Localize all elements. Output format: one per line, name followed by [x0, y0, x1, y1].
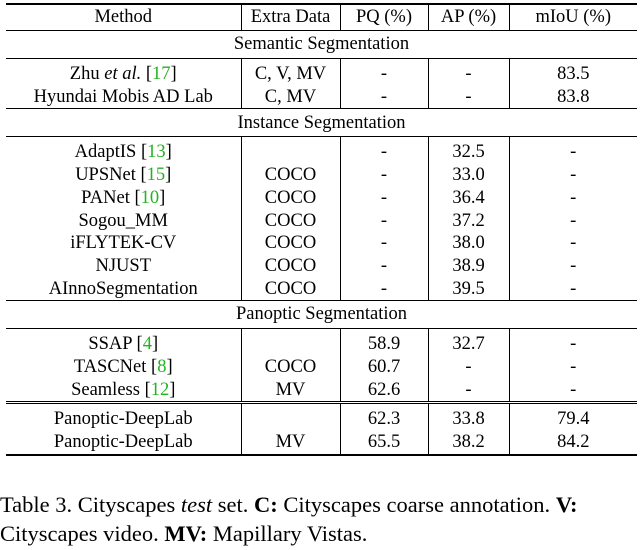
- table-row: [6, 356, 637, 379]
- header-ap: AP (%): [428, 4, 509, 31]
- method-cell: Panoptic-DeepLab: [6, 431, 241, 455]
- ap-cell: -: [428, 86, 509, 109]
- miou-cell: -: [509, 137, 637, 164]
- extra-data-cell: COCO: [241, 209, 340, 232]
- method-cell: UPSNet [15]: [6, 164, 241, 187]
- miou-cell: -: [570, 356, 577, 377]
- miou-cell: -: [570, 278, 577, 299]
- table-row: [6, 86, 637, 109]
- ap-cell: 32.5: [428, 137, 509, 164]
- ap-cell: 38.9: [428, 255, 509, 278]
- header-row: [6, 4, 637, 31]
- citation-link[interactable]: 17: [152, 64, 171, 85]
- section-header-panoptic: [6, 301, 637, 329]
- ap-cell: -: [428, 59, 509, 86]
- citation-link[interactable]: 12: [150, 379, 170, 400]
- miou-cell: -: [570, 210, 577, 231]
- extra-data-cell: C, V, MV: [241, 59, 340, 86]
- table-caption: Table 3. Cityscapes test set. C: Cityscapes coarse annotation. V: Cityscapes video. MV: Mapillary Vistas.: [0, 492, 578, 546]
- ap-cell: 36.4: [428, 187, 509, 210]
- method-cell: iFLYTEK-CV: [6, 232, 241, 255]
- extra-data-cell: C, MV: [241, 86, 340, 109]
- table-row: [6, 232, 637, 255]
- pq-cell: 58.9: [340, 329, 428, 356]
- section-title: Panoptic Segmentation: [6, 301, 637, 329]
- method-cell: SSAP [4]: [6, 329, 241, 356]
- extra-data-cell: [241, 137, 340, 164]
- table-row: [6, 431, 637, 455]
- method-cell: Panoptic-DeepLab: [6, 403, 241, 431]
- ap-cell: 37.2: [428, 209, 509, 232]
- extra-data-cell: [241, 329, 340, 356]
- miou-cell: 84.2: [509, 431, 637, 455]
- table-row: [6, 278, 637, 301]
- section-header-instance: [6, 109, 637, 137]
- method-cell: NJUST: [6, 255, 241, 278]
- pq-cell: -: [340, 232, 428, 255]
- results-table: [6, 3, 637, 456]
- table-row: [6, 59, 637, 86]
- citation-link[interactable]: 10: [140, 187, 160, 208]
- table-row: [6, 379, 637, 403]
- pq-cell: 62.3: [340, 403, 428, 431]
- header-method: Method: [6, 4, 241, 31]
- miou-cell: 83.8: [557, 86, 590, 107]
- miou-cell: -: [570, 187, 577, 208]
- caption-label: Table 3.: [0, 492, 73, 517]
- extra-data-cell: COCO: [241, 278, 340, 301]
- extra-data-cell: COCO: [241, 356, 340, 379]
- method-cell: AInnoSegmentation: [6, 278, 241, 301]
- table-row: [6, 137, 637, 164]
- pq-cell: -: [340, 86, 428, 109]
- header-miou: mIoU (%): [509, 4, 637, 31]
- miou-cell: -: [570, 165, 577, 186]
- extra-data-cell: MV: [241, 379, 340, 403]
- extra-data-cell: COCO: [241, 232, 340, 255]
- method-cell: AdaptIS [13]: [6, 137, 241, 164]
- extra-data-cell: MV: [241, 431, 340, 455]
- method-cell: Seamless [12]: [6, 379, 241, 403]
- table-row: [6, 255, 637, 278]
- miou-cell: -: [570, 379, 577, 400]
- table-row: [6, 164, 637, 187]
- pq-cell: -: [340, 255, 428, 278]
- ap-cell: 38.2: [428, 431, 509, 455]
- method-cell: Sogou_MM: [6, 209, 241, 232]
- miou-cell: -: [570, 255, 577, 276]
- miou-cell: -: [570, 233, 577, 254]
- miou-cell: 79.4: [509, 403, 637, 431]
- ap-cell: 38.0: [428, 232, 509, 255]
- pq-cell: -: [340, 137, 428, 164]
- table-row: [6, 329, 637, 356]
- ap-cell: 32.7: [428, 329, 509, 356]
- pq-cell: -: [340, 209, 428, 232]
- table-row: [6, 187, 637, 210]
- method-cell: Zhu et al. [17]: [6, 59, 241, 86]
- method-cell: TASCNet [8]: [6, 356, 241, 379]
- section-title: Instance Segmentation: [6, 109, 637, 137]
- pq-cell: -: [340, 187, 428, 210]
- method-cell: PANet [10]: [6, 187, 241, 210]
- section-header-semantic: [6, 31, 637, 59]
- ap-cell: 39.5: [428, 278, 509, 301]
- ap-cell: -: [428, 356, 509, 379]
- ap-cell: -: [428, 379, 509, 403]
- method-cell: Hyundai Mobis AD Lab: [6, 86, 241, 109]
- pq-cell: -: [340, 164, 428, 187]
- miou-cell: 83.5: [509, 59, 637, 86]
- table-row: [6, 209, 637, 232]
- pq-cell: -: [340, 278, 428, 301]
- pq-cell: 60.7: [340, 356, 428, 379]
- extra-data-cell: COCO: [241, 187, 340, 210]
- citation-link[interactable]: 4: [142, 334, 152, 355]
- miou-cell: -: [509, 329, 637, 356]
- pq-cell: 65.5: [340, 431, 428, 455]
- citation-link[interactable]: 8: [157, 356, 167, 377]
- pq-cell: 62.6: [340, 379, 428, 403]
- extra-data-cell: [241, 403, 340, 431]
- extra-data-cell: COCO: [241, 255, 340, 278]
- citation-link[interactable]: 13: [147, 142, 166, 163]
- ap-cell: 33.0: [428, 164, 509, 187]
- citation-link[interactable]: 15: [146, 165, 166, 186]
- section-title: Semantic Segmentation: [6, 31, 637, 59]
- table-row: [6, 403, 637, 431]
- extra-data-cell: COCO: [241, 164, 340, 187]
- ap-cell: 33.8: [428, 403, 509, 431]
- header-pq: PQ (%): [340, 4, 428, 31]
- pq-cell: -: [340, 59, 428, 86]
- header-extra-data: Extra Data: [241, 4, 340, 31]
